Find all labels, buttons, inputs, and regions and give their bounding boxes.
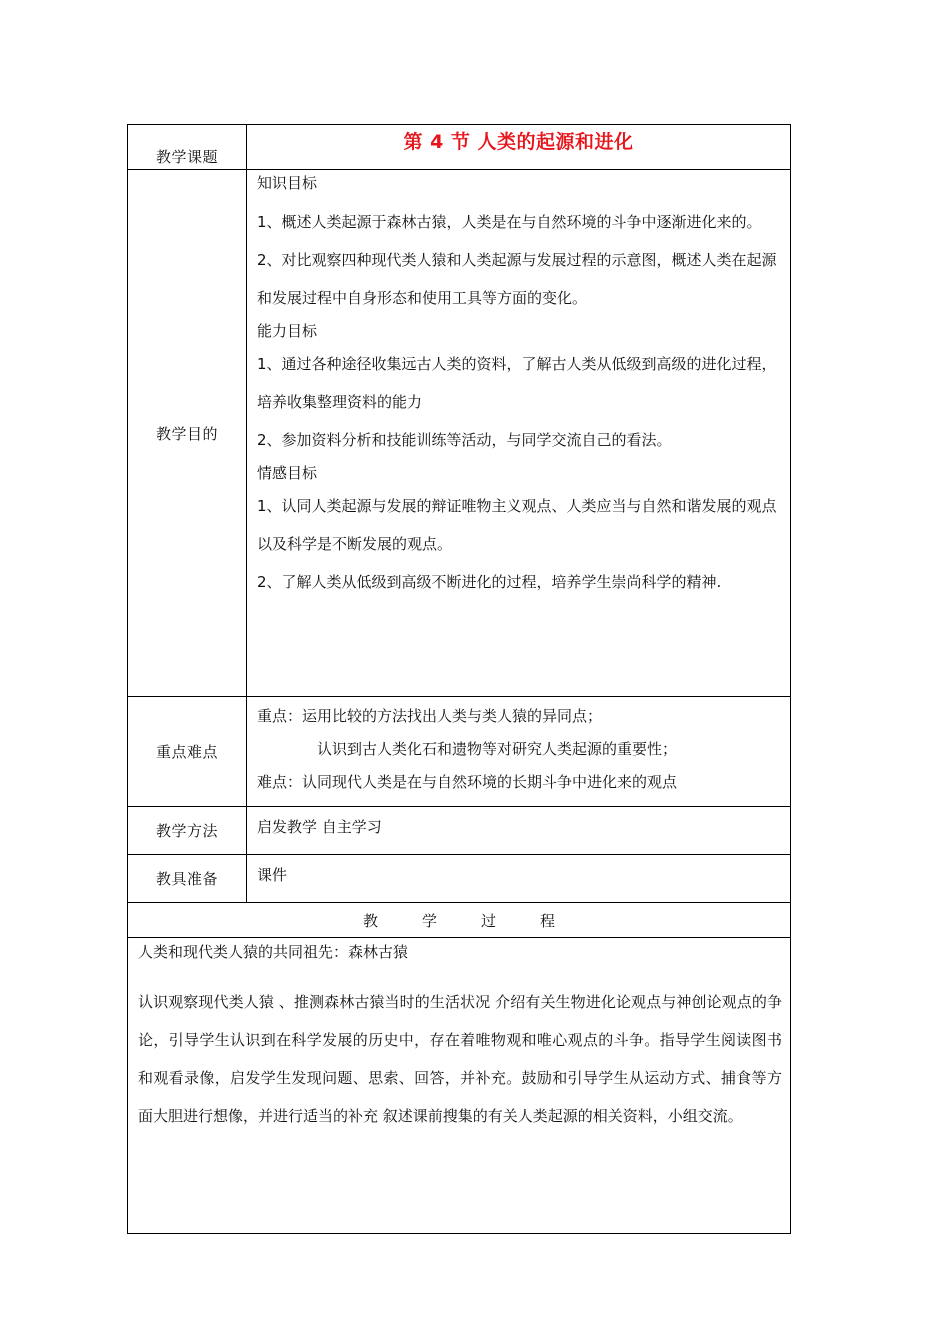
emotion-item-1: 1、认同人类起源与发展的辩证唯物主义观点、人类应当与自然和谐发展的观点以及科学是不断发展的观点。 [257,497,777,553]
process-char: 教 [362,911,378,930]
ancestor-line: 人类和现代类人猿的共同祖先：森林古猿 [138,943,409,961]
objectives-content [247,170,791,697]
ability-item-1: 1、通过各种途径收集远古人类的资料，了解古人类从低级到高级的进化过程，培养收集整理资料的能力 [257,355,777,411]
emotion-item-2: 2、了解人类从低级到高级不断进化的过程，培养学生崇尚科学的精神. [257,573,722,591]
title-cell [247,125,791,170]
ability-heading: 能力目标 [257,322,318,340]
knowledge-heading: 知识目标 [257,174,318,192]
knowledge-item-2: 2、对比观察四种现代类人猿和人类起源与发展过程的示意图，概述人类在起源和发展过程中自身形态和使用工具等方面的变化。 [257,251,777,307]
key-label: 重点难点 [128,697,247,807]
process-body-row [128,938,791,1234]
method-label: 教学方法 [128,807,247,855]
objectives-row [128,170,791,697]
lesson-title: 第 4 节 人类的起源和进化 [403,131,634,153]
course-topic-label: 教学课题 [128,125,247,170]
key-content [247,697,791,807]
knowledge-item-1: 1、概述人类起源于森林古猿，人类是在与自然环境的斗争中逐渐进化来的。 [257,213,762,231]
method-row [128,807,791,855]
lesson-plan-table [127,124,791,1234]
emotion-heading: 情感目标 [257,464,318,482]
tools-row [128,855,791,903]
process-header-row [128,903,791,938]
title-row [128,125,791,170]
key-point-2: 认识到古人类化石和遗物等对研究人类起源的重要性； [317,740,678,758]
process-char: 学 [421,911,437,930]
tools-value: 课件 [247,855,791,903]
process-char: 程 [540,911,556,930]
tools-label: 教具准备 [128,855,247,903]
key-points-row [128,697,791,807]
process-heading [128,903,791,938]
key-point-1: 重点：运用比较的方法找出人类与类人猿的异同点； [257,707,603,725]
process-body-text: 认识观察现代类人猿 、推测森林古猿当时的生活状况 介绍有关生物进化论观点与神创论观点的争论，引导学生认识到在科学发展的历史中，存在着唯物观和唯心观点的斗争。指导学生阅读图书和观看录像，启发学生发现问题、思索、回答，并补充。鼓励和引导学生从运动方式、捕食等方面大胆进行想像，并进行适当的补充 叙述课前搜集的有关人类起源的相关资料，小组交流。 [138,993,782,1125]
difficulty: 难点：认同现代人类是在与自然环境的长期斗争中进化来的观点 [257,773,678,791]
ability-item-2: 2、参加资料分析和技能训练等活动，与同学交流自己的看法。 [257,431,672,449]
objectives-label: 教学目的 [128,170,247,697]
process-content [128,938,791,1234]
process-char: 过 [481,911,497,930]
method-value: 启发教学 自主学习 [247,807,791,855]
